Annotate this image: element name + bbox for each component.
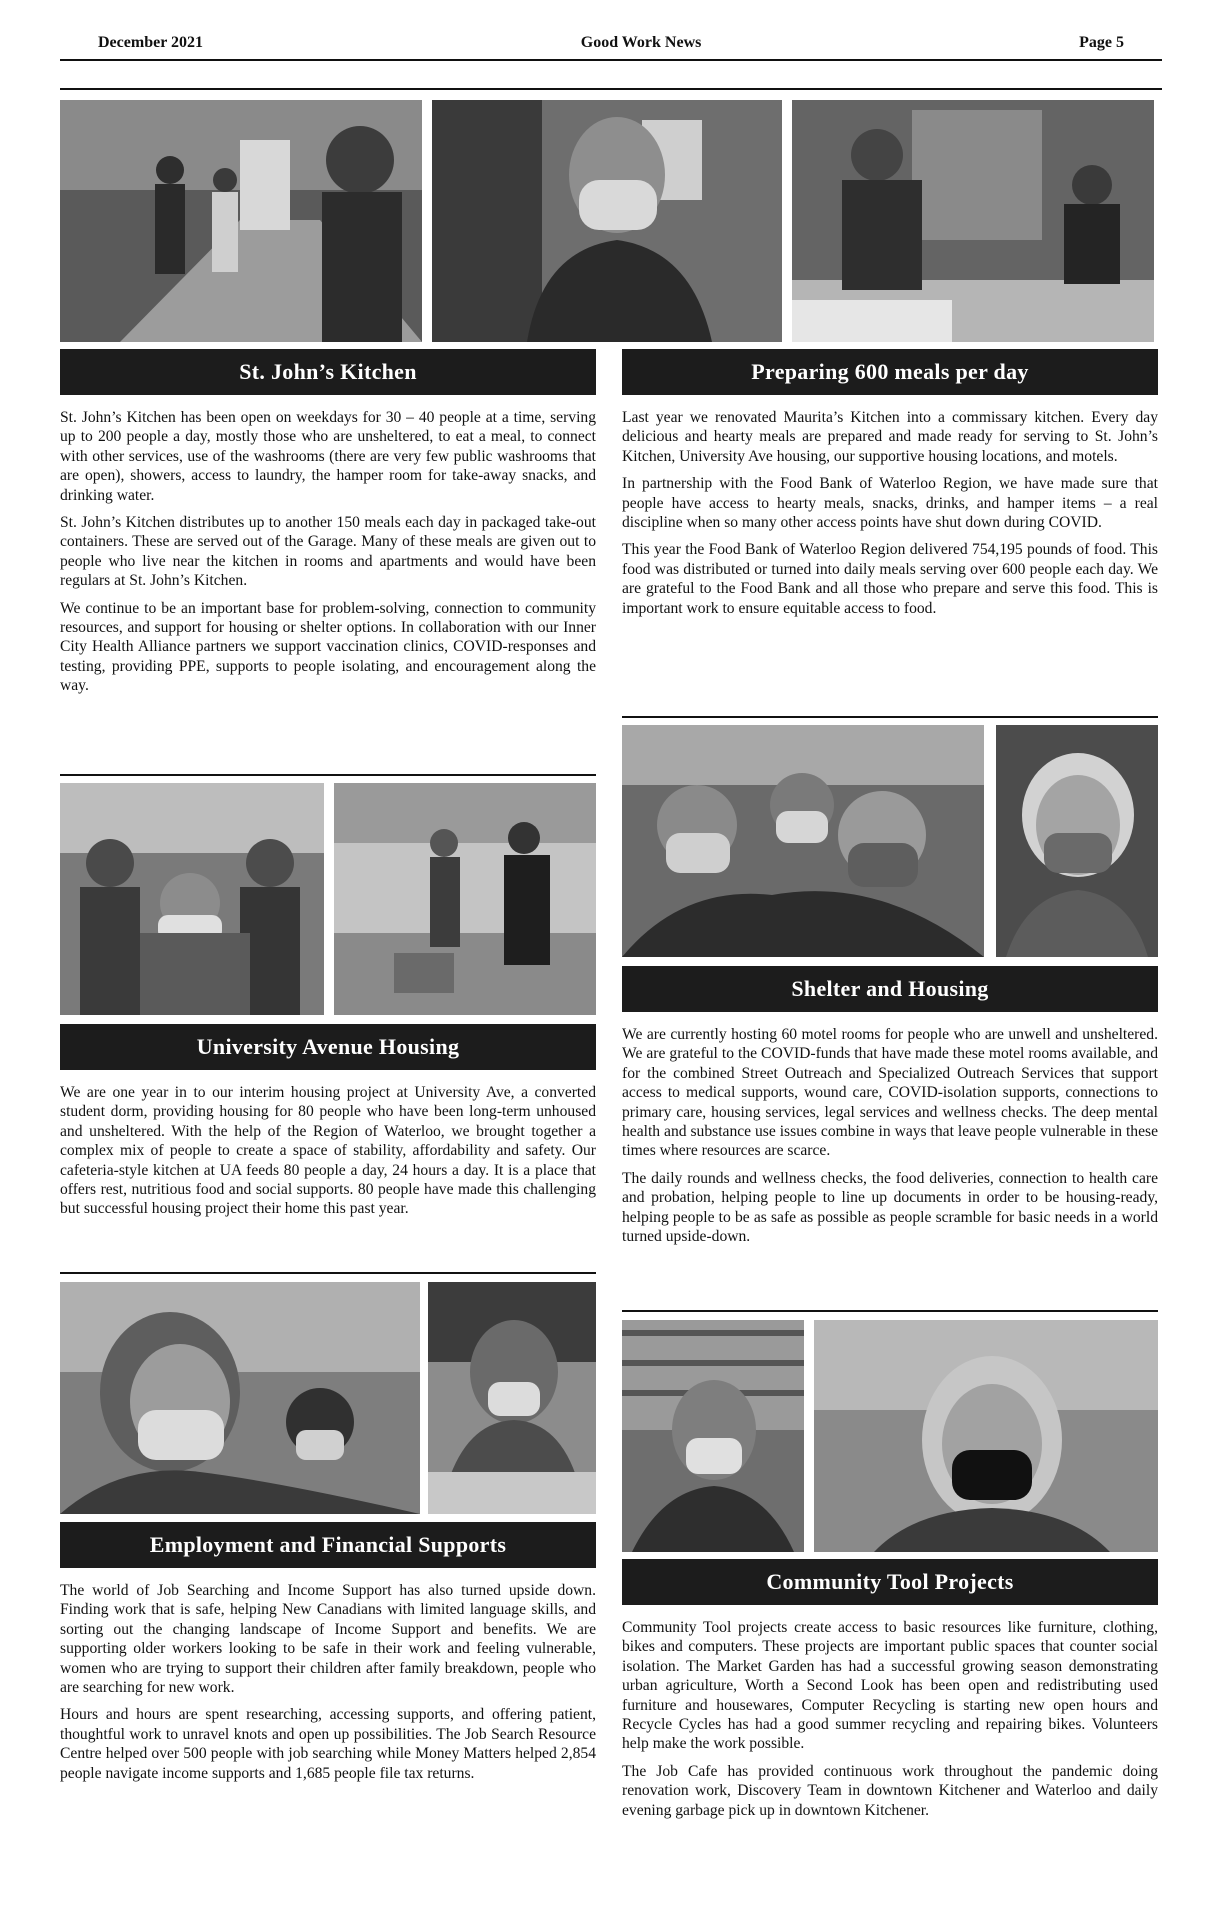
paragraph: We continue to be an important base for problem-solving, connection to community resources, and support for housing or shelter options. In collaboration with our Inner City Health Alliance partners we support vaccination clinics, COVID-responses and testing, providing PPE, supports to people isolating, and encouragement along the way. (60, 599, 596, 695)
page-number: Page 5 (1079, 34, 1124, 51)
st-johns-kitchen-text (60, 408, 596, 704)
paragraph: We are currently hosting 60 motel rooms for people who are unwell and unsheltered. We are grateful to the COVID-funds that have made these motel rooms available, and for the combined Street Outreach and Specialized Outreach Services that support access to medical supports, wound care, COVID-isolation supports, connections to primary care, housing services, legal services and wellness checks. The deep mental health and substance use issues combine in ways that leave people vulnerable in these times where resources are scarce. (622, 1026, 1158, 1160)
shelter-portrait-photo (996, 725, 1158, 957)
paragraph: Community Tool projects create access to basic resources like furniture, clothing, bikes and computers. These projects are important public spaces that counter social isolation. The Market Garden has had a successful growing season demonstrating urban agriculture, Worth a Second Look has been open and redistributing used furniture and housewares, Computer Recycling is starting new open hours and Recycle Cycles has had a good summer recycling and repairing bikes. Volunteers help make the work possible. (622, 1619, 1158, 1753)
paragraph: St. John’s Kitchen distributes up to another 150 meals each day in packaged take-out containers. These are served out of the Garage. Many of these meals are given out to people who live near the kitchen in rooms and apartments and would have been regulars at St. John’s Kitchen. (60, 514, 596, 590)
kitchen-crowd-photo (60, 100, 422, 342)
preparing-meals-text (622, 408, 1158, 626)
section-rule (622, 1310, 1158, 1312)
shelter-group-photo (622, 725, 984, 957)
section-rule (622, 716, 1158, 718)
employment-portrait-photo (428, 1282, 596, 1514)
community-tools-text (622, 1618, 1158, 1828)
issue-date: December 2021 (98, 34, 203, 51)
paragraph: In partnership with the Food Bank of Waterloo Region, we have made sure that people have access to hearty meals, snacks, drinks, and hamper items – a real discipline when so many other access points have shut down during COVID. (622, 475, 1158, 532)
paragraph: Last year we renovated Maurita’s Kitchen into a commissary kitchen. Every day delicious and hearty meals are prepared and made ready for serving to St. John’s Kitchen, University Ave housing, our supportive housing locations, and motels. (622, 409, 1158, 465)
shelter-housing-heading: Shelter and Housing (622, 966, 1158, 1012)
publication-name: Good Work News (580, 34, 702, 51)
university-kitchen-photo (334, 783, 596, 1015)
paragraph: The Job Cafe has provided continuous work throughout the pandemic doing renovation work, Discovery Team in downtown Kitchener and Waterloo and daily evening garbage pick up in downtown Kitchener. (622, 1762, 1158, 1819)
paragraph: The daily rounds and wellness checks, the food deliveries, connection to health care and probation, helping people to line up documents in order to be housing-ready, helping people to be as safe as possible as people scramble for basic needs in a world turned upside-down. (622, 1169, 1158, 1246)
section-rule (60, 774, 596, 776)
paragraph: This year the Food Bank of Waterloo Region delivered 754,195 pounds of food. This food was distributed or turned into daily meals serving over 600 people each day. We are grateful to the Food Bank and all those who prepare and serve this food. This is important work to ensure equitable access to food. (622, 541, 1158, 617)
university-staff-photo (60, 783, 324, 1015)
community-tools-heading: Community Tool Projects (622, 1559, 1158, 1605)
paragraph: The world of Job Searching and Income Support has also turned upside down. Finding work that is safe, helping New Canadians with limited language skills, and sorting out the changing landscape of Income Support and benefits. We are supporting older workers looking to be safe in their work and feeling vulnerable, women who are trying to support their children after family breakdown, people who are searching for new work. (60, 1582, 596, 1697)
preparing-meals-heading: Preparing 600 meals per day (622, 349, 1158, 395)
running-header (60, 30, 1162, 56)
employment-staff-photo (60, 1282, 420, 1514)
tools-portrait-woman-photo (814, 1320, 1158, 1552)
employment-heading: Employment and Financial Supports (60, 1522, 596, 1568)
tools-portrait-man-photo (622, 1320, 804, 1552)
university-housing-text (60, 1083, 596, 1227)
masked-cook-photo (432, 100, 782, 342)
employment-text (60, 1581, 596, 1791)
paragraph: Hours and hours are spent researching, accessing supports, and offering patient, thoughtful work to unravel knots and open up possibilities. The Job Search Resource Centre helped over 500 people with job searching while Money Matters helped 2,854 people navigate income supports and 1,685 people file tax returns. (60, 1706, 596, 1782)
paragraph: St. John’s Kitchen has been open on weekdays for 30 – 40 people at a time, serving up to 200 people a day, mostly those who are unsheltered, to eat a meal, to connect with other services, use of the washrooms (there are very few public washrooms that are open), showers, access to laundry, the hamper room for take-away snacks, and drinking water. (60, 409, 596, 504)
kitchen-prep-photo (792, 100, 1154, 342)
shelter-housing-text (622, 1025, 1158, 1254)
paragraph: We are one year in to our interim housing project at University Ave, a converted student dorm, providing housing for 80 people who have been long-term unhoused and unsheltered. With the help of the Region of Waterloo, we brought together a complex mix of people to create a space of stability, affordability and safety. Our cafeteria-style kitchen at UA feeds 80 people a day, 24 hours a day. It is a place that offers rest, nutritious food and social supports. 80 people have made this challenging but successful housing project their home this past year. (60, 1084, 596, 1218)
header-rule (60, 59, 1162, 61)
section-rule (60, 1272, 596, 1274)
st-johns-kitchen-heading: St. John’s Kitchen (60, 349, 596, 395)
top-rule (60, 88, 1162, 90)
university-housing-heading: University Avenue Housing (60, 1024, 596, 1070)
